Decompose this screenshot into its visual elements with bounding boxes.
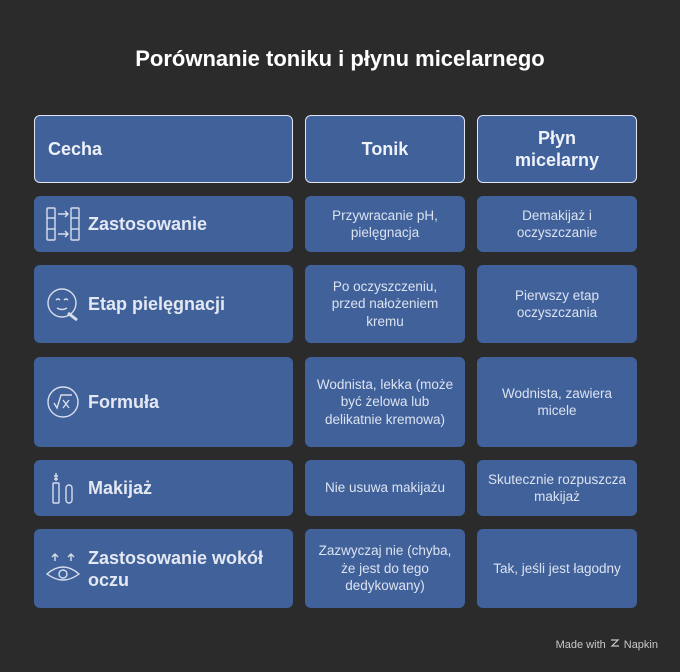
header-micelar <box>477 115 637 183</box>
cell-text: Po oczyszczeniu, przed nałożeniem kremu <box>331 278 439 329</box>
row-micelar-formula <box>477 357 637 447</box>
formula-icon <box>46 385 80 419</box>
row-feature-label: Formuła <box>88 392 160 412</box>
row-tonik-zastosowanie <box>305 196 465 252</box>
row-feature-etap <box>34 265 293 343</box>
row-micelar-etap <box>477 265 637 343</box>
row-feature-oczy <box>34 529 293 608</box>
row-tonik-formula <box>305 357 465 447</box>
cell-text: Wodnista, lekka (może być żelowa lub delikatnie kremowa) <box>316 376 454 427</box>
row-feature-label: Makijaż <box>88 478 153 498</box>
eye-icon <box>46 552 80 586</box>
header-micelar-label: Płyn micelarny <box>514 128 600 170</box>
header-feature <box>34 115 293 183</box>
row-tonik-etap <box>305 265 465 343</box>
cell-text: Zazwyczaj nie (chyba, że jest do tego dedykowany) <box>318 543 452 594</box>
cell-text: Przywracanie pH, pielęgnacja <box>332 207 438 240</box>
page-title: Porównanie toniku i płynu micelarnego <box>135 46 545 71</box>
cell-text: Tak, jeśli jest łagodny <box>493 560 621 576</box>
row-tonik-oczy <box>305 529 465 608</box>
cell-text: Demakijaż i oczyszczanie <box>516 207 598 240</box>
cell-text: Skutecznie rozpuszcza makijaż <box>487 471 627 504</box>
header-tonik-label: Tonik <box>361 139 409 159</box>
footer-brand: Napkin <box>623 638 658 651</box>
napkin-logo-icon <box>610 638 620 651</box>
layout-arrows-icon <box>46 207 80 241</box>
row-feature-makijaz <box>34 460 293 516</box>
row-micelar-zastosowanie <box>477 196 637 252</box>
footer-made-with: Made with <box>555 638 606 651</box>
cell-text: Nie usuwa makijażu <box>324 480 446 496</box>
row-feature-formula <box>34 357 293 447</box>
header-feature-label: Cecha <box>48 138 103 159</box>
row-tonik-makijaz <box>305 460 465 516</box>
makeup-icon <box>46 471 80 505</box>
cell-text: Pierwszy etap oczyszczania <box>514 287 600 320</box>
row-feature-label: Etap pielęgnacji <box>88 294 226 314</box>
row-feature-zastosowanie <box>34 196 293 252</box>
header-tonik <box>305 115 465 183</box>
footer-credit <box>556 638 658 651</box>
row-feature-label: Zastosowanie wokół oczu <box>88 547 264 590</box>
face-care-icon <box>46 287 80 321</box>
row-micelar-oczy <box>477 529 637 608</box>
row-feature-label: Zastosowanie <box>88 214 208 234</box>
row-micelar-makijaz <box>477 460 637 516</box>
cell-text: Wodnista, zawiera micele <box>501 385 613 418</box>
